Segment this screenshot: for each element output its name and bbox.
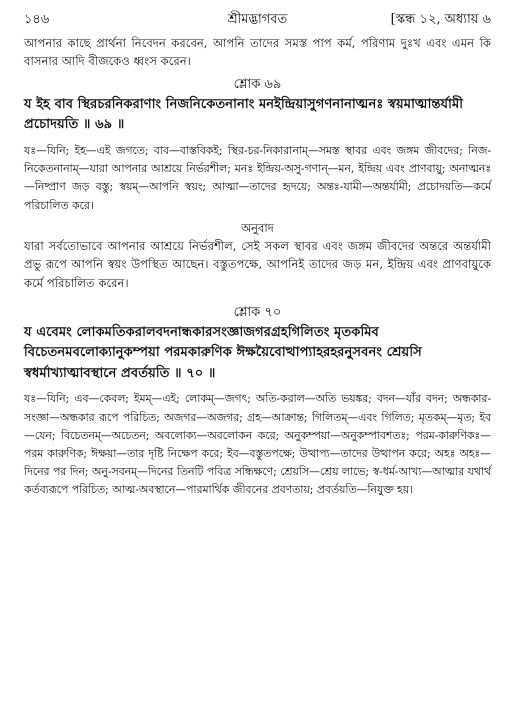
- verse-69-translation-heading: অনুবাদ: [241, 220, 274, 235]
- book-title: শ্রীমদ্ভাগবত: [227, 12, 288, 27]
- verse-70-title: শ্লোক ৭০: [233, 304, 282, 320]
- page-number: ১৪৬: [24, 12, 50, 27]
- verse-69-translation: যারা সর্বতোভাবে আপনার আশ্রয়ে নির্ভরশীল, সেই সকল স্থাবর এবং জঙ্গম জীবদের অন্তরে অন্তর্যামী প্রভু রূপে আপনি স্বয়ং উপস্থিত আছেন। বস্তুতপক্ষে, আপনিই তাদের জড় মন, ইন্দ্রিয় এবং প্রাণবায়ুকে কর্মে পরিচালিত করেন।: [24, 238, 491, 290]
- chapter-label: [স্কন্ধ ১২, অধ্যায় ৬: [390, 12, 491, 27]
- verse-70-synonyms: যঃ—যিনি; এব—কেবল; ইমম্—এই; লোকম্—জগৎ; অতি-করাল—অতি ভয়ঙ্কর; বদন—যাঁর বদন; অন্ধকার-সংজ্ঞা—অন্ধকার রূপে পরিচিত; অজগর—অজগর; গ্রহ—আক্রান্ত; গিলিতম্—এবং গিলিত; মৃতকম্—মৃত; ইব—যেন; বিচেতনম্—অচেতন; অবলোক্য—অবলোকন করে; অনুকম্পয়া—অনুকম্পাবশতঃ; পরম-কারুণিকঃ—পরম কারুণিক; ঈক্ষয়া—তার দৃষ্টি নিক্ষেপ করে; ইব—বস্তুতপক্ষে; উত্থাপ্য—তাদের উত্থাপন করে; অহঃ অহঃ—দিনের পর দিন; অনু-সবনম্—দিনের তিনটি পবিত্র সন্ধিক্ষণে; শ্রেয়সি—শ্রেয় লাভে; স্ব-ধর্ম-আখ্য—আত্মার যথার্থ কর্তব্যরূপে পরিচিত; আত্ম-অবস্থানে—পারমার্থিক জীবনের প্রবণতায়; প্রবর্তয়তি—নিযুক্ত হয়।: [24, 392, 491, 497]
- intro-paragraph: আপনার কাছে প্রার্থনা নিবেদন করবেন, আপনি তাদের সমস্ত পাপ কর্ম, পরিণাম দুঃখ এবং এমন কি বাসনার আদি বীজকেও ধ্বংস করেন।: [24, 36, 491, 69]
- verse-69-text: য ইহ বাব স্থিরচরনিকরাণাং নিজনিকেতনানাং মনইন্দ্রিয়াসুগণনানাত্মনঃ স্বয়মাত্মান্তর্যামী প্রচোদয়তি ॥ ৬৯ ॥: [24, 96, 464, 133]
- verse-69-synonyms: যঃ—যিনি; ইহ—এই জগতে; বাব—বাস্তবিকই; স্থির-চর-নিকারানাম্—সমস্ত স্থাবর এবং জঙ্গম জীবদের; নিজ-নিকেতনানাম্—যারা আপনার আশ্রয়ে নির্ভরশীল; মনঃ ইন্দ্রিয়-অসু-গণান্—মন, ইন্দ্রিয় এবং প্রাণবায়ু; অনাত্মনঃ—নিষ্প্রাণ জড় বস্তু; স্বয়ম্—আপনি স্বয়ং; আত্মা—তাদের হৃদয়ে; অন্তঃ-যামী—অন্তর্যামী; প্রচোদয়তি—কর্মে পরিচালিত করে।: [24, 144, 491, 212]
- verse-69-title: শ্লোক ৬৯: [233, 76, 282, 92]
- page-header: [24, 0, 491, 34]
- verse-70-text: য এবেমং লোকমতিকরালবদনান্ধকারসংজ্ঞাজগরগ্রহগিলিতং মৃতকমিব বিচেতনমবলোক্যানুকম্পয়া পরমকারুণিক ঈক্ষয়ৈবোত্থাপ্যাহরহরনুসবনং শ্রেয়সি স্বধর্মাখ্যাত্মাবস্থানে প্রবর্তয়তি ॥ ৭০ ॥: [24, 324, 422, 381]
